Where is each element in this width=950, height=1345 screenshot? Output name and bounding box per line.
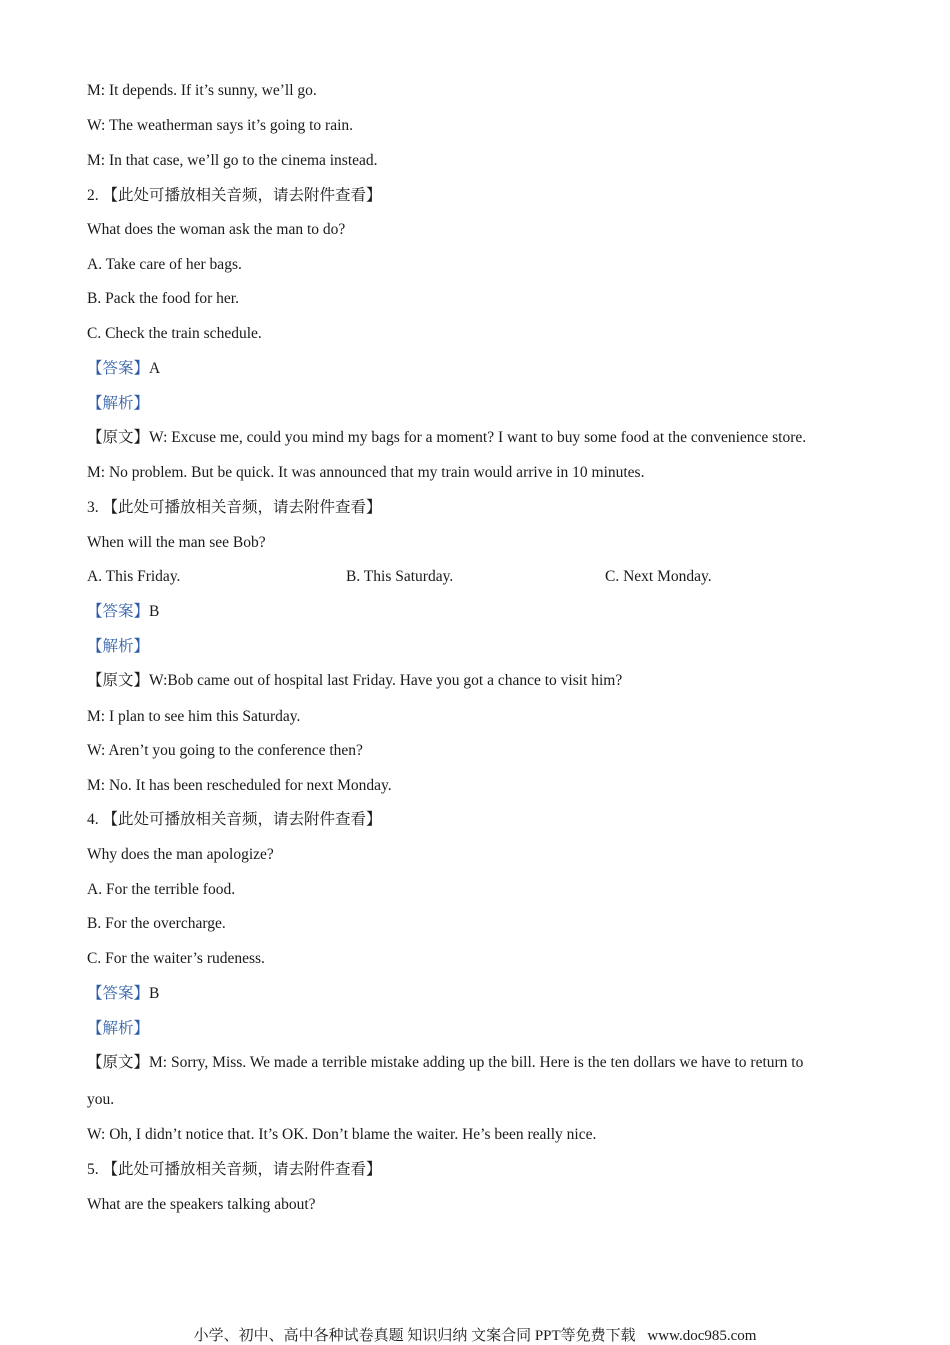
question-header: 5. 【此处可播放相关音频，请去附件查看】 xyxy=(87,1161,382,1178)
transcript-label: 【原文】 xyxy=(87,429,150,446)
analysis-label: 【解析】 xyxy=(87,1020,150,1037)
option-a: A. For the terrible food. xyxy=(87,881,236,898)
answer-value: A xyxy=(149,360,161,377)
question-header: 4. 【此处可播放相关音频，请去附件查看】 xyxy=(87,811,382,828)
dialogue-line: M: It depends. If it’s sunny, we’ll go. xyxy=(87,82,317,99)
question-header: 3. 【此处可播放相关音频，请去附件查看】 xyxy=(87,499,382,516)
page-footer xyxy=(0,1324,950,1345)
answer-line xyxy=(87,359,160,379)
option-c: C. Check the train schedule. xyxy=(87,325,262,342)
footer-text: 小学、初中、高中各种试卷真题 知识归纳 文案合同 PPT等免费下载 xyxy=(193,1328,636,1344)
question-text: When will the man see Bob? xyxy=(87,534,266,551)
answer-label: 【答案】 xyxy=(87,360,150,377)
transcript-line xyxy=(87,428,806,448)
question-text: What are the speakers talking about? xyxy=(87,1196,316,1213)
answer-value: B xyxy=(149,603,160,620)
answer-value: B xyxy=(149,985,160,1002)
transcript-line xyxy=(87,671,622,691)
transcript-line: M: I plan to see him this Saturday. xyxy=(87,708,301,725)
dialogue-line: M: In that case, we’ll go to the cinema instead. xyxy=(87,152,378,169)
option-b: B. For the overcharge. xyxy=(87,915,226,932)
answer-line xyxy=(87,984,159,1004)
transcript-label: 【原文】 xyxy=(87,1054,150,1071)
transcript-line: W: Aren’t you going to the conference then? xyxy=(87,742,363,759)
question-header: 2. 【此处可播放相关音频，请去附件查看】 xyxy=(87,187,382,204)
question-text: Why does the man apologize? xyxy=(87,846,274,863)
dialogue-line: W: The weatherman says it’s going to rain. xyxy=(87,117,354,134)
transcript-text: W: Excuse me, could you mind my bags for a moment? I want to buy some food at the convenience store. xyxy=(149,429,807,446)
option-c: C. Next Monday. xyxy=(605,568,712,585)
option-c: C. For the waiter’s rudeness. xyxy=(87,950,265,967)
transcript-line xyxy=(87,1053,803,1073)
answer-label: 【答案】 xyxy=(87,985,150,1002)
option-a: A. This Friday. xyxy=(87,568,181,585)
analysis-label: 【解析】 xyxy=(87,395,150,412)
answer-line xyxy=(87,602,159,622)
option-b: B. This Saturday. xyxy=(346,568,454,585)
question-text: What does the woman ask the man to do? xyxy=(87,221,346,238)
transcript-line: M: No. It has been rescheduled for next Monday. xyxy=(87,777,392,794)
transcript-line: M: No problem. But be quick. It was announced that my train would arrive in 10 minutes. xyxy=(87,464,645,481)
answer-label: 【答案】 xyxy=(87,603,150,620)
option-a: A. Take care of her bags. xyxy=(87,256,242,273)
transcript-line: you. xyxy=(87,1091,115,1108)
transcript-line: W: Oh, I didn’t notice that. It’s OK. Don’t blame the waiter. He’s been really nice. xyxy=(87,1126,597,1143)
transcript-text: M: Sorry, Miss. We made a terrible mistake adding up the bill. Here is the ten dollars we have to return to xyxy=(149,1054,804,1071)
analysis-label: 【解析】 xyxy=(87,638,150,655)
footer-link[interactable]: www.doc985.com xyxy=(647,1328,757,1344)
option-b: B. Pack the food for her. xyxy=(87,290,239,307)
transcript-label: 【原文】 xyxy=(87,672,150,689)
transcript-text: W:Bob came out of hospital last Friday. Have you got a chance to visit him? xyxy=(149,672,623,689)
